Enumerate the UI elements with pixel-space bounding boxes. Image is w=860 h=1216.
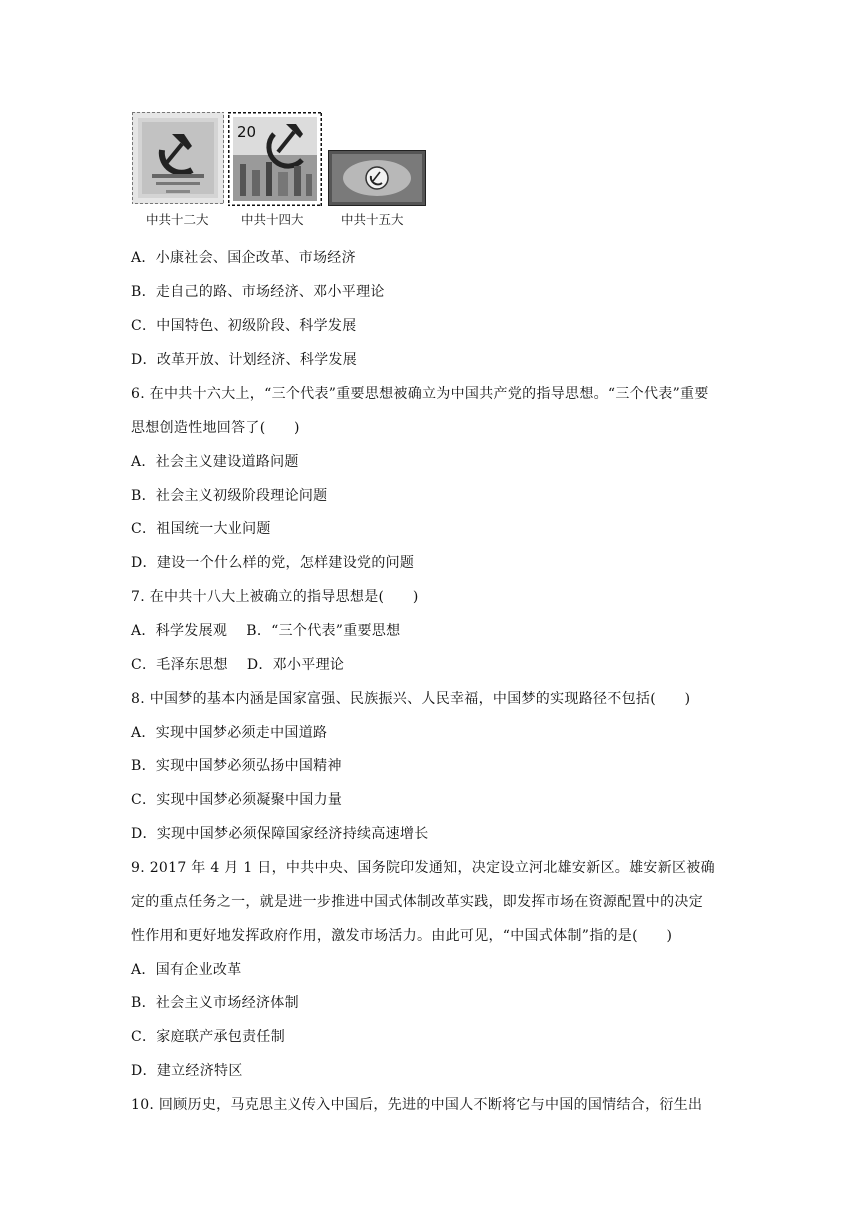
q9-option-d: D．建立经济特区 — [131, 1063, 243, 1079]
q8-option-a: A．实现中国梦必须走中国道路 — [131, 725, 328, 741]
q9-stem-line1: 9. 2017 年 4 月 1 日，中共中央、国务院印发通知，决定设立河北雄安新区。雄安新区被确 — [131, 860, 715, 876]
q6-option-c: C．祖国统一大业问题 — [131, 521, 271, 537]
stamp-denomination: 20 — [237, 123, 257, 141]
stamp-15th-congress-image — [328, 150, 426, 206]
q5-option-d: D．改革开放、计划经济、科学发展 — [131, 352, 358, 368]
q9-stem-line2: 定的重点任务之一，就是进一步推进中国式体制改革实践，即发挥市场在资源配置中的决定 — [131, 894, 703, 910]
q8-option-b: B．实现中国梦必须弘扬中国精神 — [131, 758, 342, 774]
q8-option-c: C．实现中国梦必须凝聚中国力量 — [131, 792, 343, 808]
stamp-14th-congress-image — [228, 112, 322, 206]
q5-option-a: A．小康社会、国企改革、市场经济 — [131, 250, 356, 266]
q9-option-a: A．国有企业改革 — [131, 962, 242, 978]
q6-option-b: B．社会主义初级阶段理论问题 — [131, 488, 328, 504]
q6-stem-line1: 6. 在中共十六大上，“三个代表”重要思想被确立为中国共产党的指导思想。“三个代表”重要 — [131, 386, 709, 402]
q9-stem-line3: 性作用和更好地发挥政府作用，激发市场活力。由此可见，“中国式体制”指的是( ) — [131, 928, 673, 944]
stamp-caption-15th: 中共十五大 — [341, 212, 404, 227]
q7-stem: 7. 在中共十八大上被确立的指导思想是( ) — [131, 589, 419, 605]
q6-option-d: D．建设一个什么样的党，怎样建设党的问题 — [131, 555, 415, 571]
q6-stem-line2: 思想创造性地回答了( ) — [131, 420, 300, 436]
q8-option-d: D．实现中国梦必须保障国家经济持续高速增长 — [131, 826, 429, 842]
q6-option-a: A．社会主义建设道路问题 — [131, 454, 299, 470]
q10-stem-line1: 10. 回顾历史，马克思主义传入中国后，先进的中国人不断将它与中国的国情结合，衍生出 — [131, 1097, 703, 1113]
stamp-caption-14th: 中共十四大 — [241, 212, 304, 227]
q9-option-b: B．社会主义市场经济体制 — [131, 995, 299, 1011]
stamp-caption-12th: 中共十二大 — [146, 212, 209, 227]
q5-option-c: C．中国特色、初级阶段、科学发展 — [131, 318, 357, 334]
stamp-12th-congress-image — [132, 112, 224, 204]
q9-option-c: C．家庭联产承包责任制 — [131, 1029, 286, 1045]
q8-stem: 8. 中国梦的基本内涵是国家富强、民族振兴、人民幸福，中国梦的实现路径不包括( ) — [131, 691, 691, 707]
q7-options-cd: C．毛泽东思想 D．邓小平理论 — [131, 657, 345, 673]
q7-options-ab: A．科学发展观 B．“三个代表”重要思想 — [131, 623, 401, 639]
q5-option-b: B．走自己的路、市场经济、邓小平理论 — [131, 284, 385, 300]
